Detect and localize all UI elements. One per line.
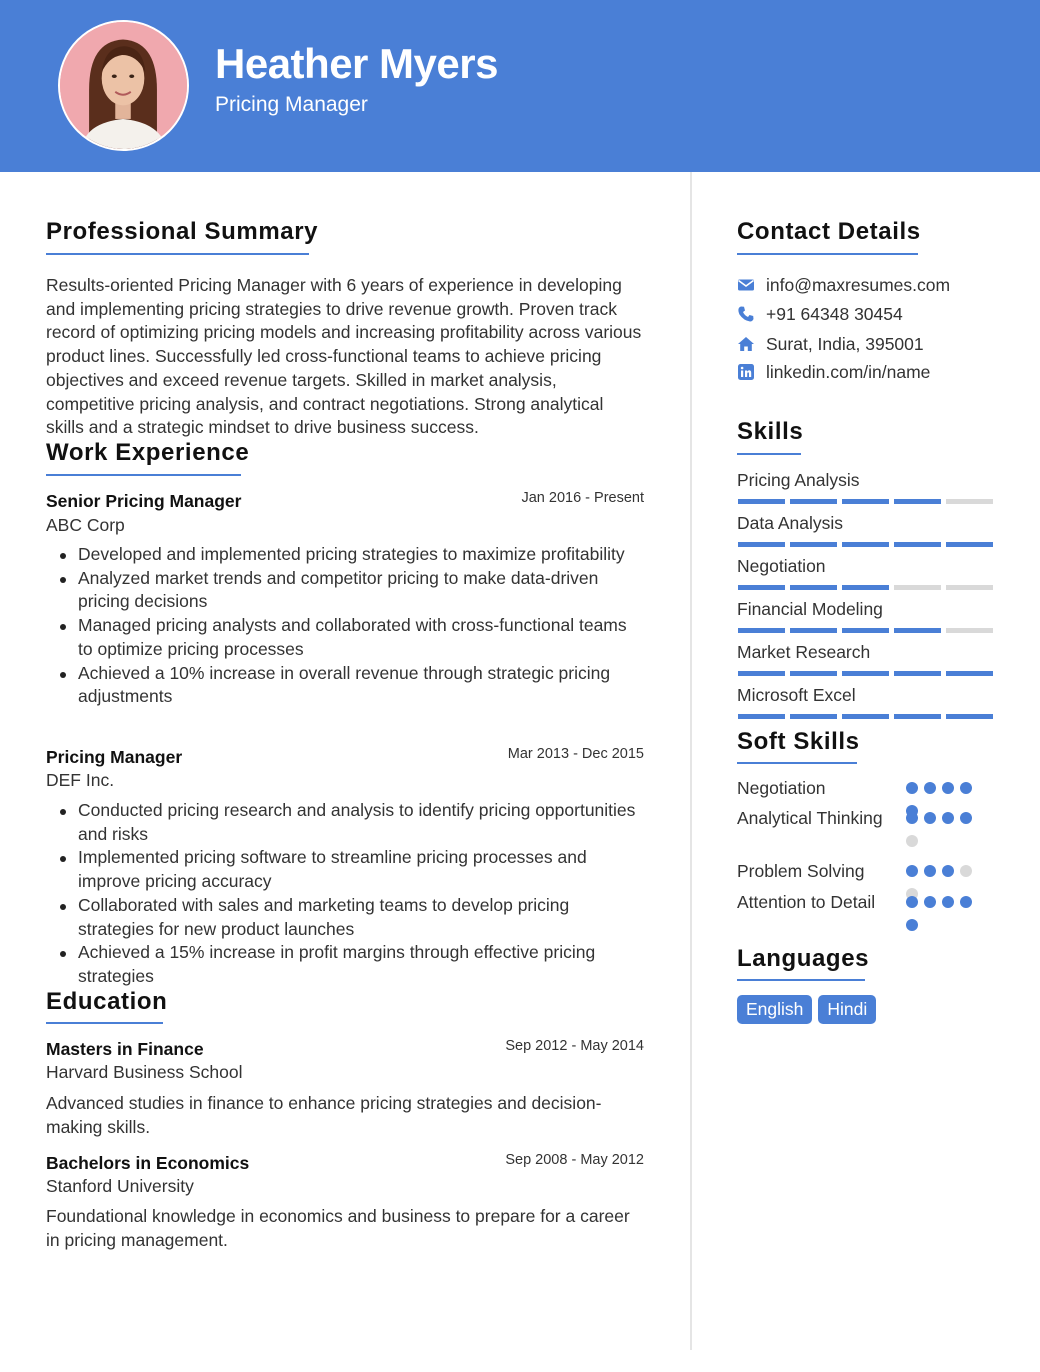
- skills-underline: [737, 453, 801, 455]
- skill-segment: [738, 542, 785, 547]
- profile-photo: [58, 20, 189, 151]
- skill-segment: [946, 671, 993, 676]
- rating-dot: [942, 812, 954, 824]
- languages-underline: [737, 979, 865, 981]
- rating-dot: [942, 865, 954, 877]
- rating-dot: [924, 896, 936, 908]
- skill-segment: [790, 714, 837, 719]
- skill-segment: [738, 714, 785, 719]
- candidate-title: Pricing Manager: [215, 93, 368, 116]
- soft-skill-rating: [906, 812, 978, 847]
- skill-segment: [894, 628, 941, 633]
- linkedin-value: linkedin.com/in/name: [766, 361, 931, 382]
- resume-header: [0, 0, 1040, 172]
- language-tag: English: [737, 995, 812, 1024]
- linkedin-icon: [737, 363, 755, 381]
- skill-name: Market Research: [737, 642, 871, 662]
- languages-heading: Languages: [737, 945, 870, 972]
- skill-segment: [790, 671, 837, 676]
- soft-skill-rating: [906, 896, 978, 931]
- summary-underline: [46, 253, 309, 255]
- contact-underline: [737, 253, 918, 255]
- skill-segment: [842, 628, 889, 633]
- rating-dot: [906, 812, 918, 824]
- skill-level-bar: [738, 714, 993, 719]
- skill-segment: [738, 499, 785, 504]
- candidate-name: Heather Myers: [215, 40, 498, 87]
- skill-segment: [842, 714, 889, 719]
- skill-segment: [842, 585, 889, 590]
- soft-skill-name: Analytical Thinking: [737, 808, 883, 828]
- skill-segment: [842, 499, 889, 504]
- soft-skill-name: Problem Solving: [737, 861, 865, 881]
- list-item: Achieved a 10% increase in overall revenue through strategic pricing adjustments: [46, 662, 646, 709]
- skill-segment: [842, 671, 889, 676]
- skill-segment: [946, 499, 993, 504]
- experience-underline: [46, 474, 241, 476]
- language-tags: [737, 995, 876, 1024]
- skill-segment: [946, 628, 993, 633]
- soft-skills-underline: [737, 762, 857, 764]
- job-date: Jan 2016 - Present: [521, 490, 644, 506]
- experience-heading: Work Experience: [46, 439, 250, 466]
- summary-heading: Professional Summary: [46, 218, 319, 245]
- school-name: Stanford University: [46, 1176, 194, 1196]
- portrait-illustration: [60, 22, 187, 149]
- contact-phone[interactable]: [737, 302, 903, 326]
- skill-segment: [738, 628, 785, 633]
- contact-email[interactable]: [737, 273, 950, 297]
- education-underline: [46, 1022, 163, 1024]
- list-item: Developed and implemented pricing strategies to maximize profitability: [46, 543, 646, 567]
- rating-dot: [924, 782, 936, 794]
- rating-dot: [924, 812, 936, 824]
- list-item: Collaborated with sales and marketing teams to develop pricing strategies for new product launches: [46, 894, 646, 941]
- skill-segment: [790, 542, 837, 547]
- job-bullets: [46, 543, 646, 709]
- skill-segment: [790, 585, 837, 590]
- home-icon: [737, 335, 755, 353]
- education-heading: Education: [46, 988, 168, 1015]
- list-item: Analyzed market trends and competitor pricing to make data-driven pricing decisions: [46, 567, 646, 614]
- phone-icon: [737, 305, 755, 323]
- rating-dot: [960, 782, 972, 794]
- skill-segment: [790, 628, 837, 633]
- contact-heading: Contact Details: [737, 218, 921, 245]
- skill-level-bar: [738, 499, 993, 504]
- education-description: Advanced studies in finance to enhance pricing strategies and decision-making skills.: [46, 1093, 602, 1137]
- skill-name: Pricing Analysis: [737, 470, 860, 490]
- skill-segment: [894, 714, 941, 719]
- address-value: Surat, India, 395001: [766, 333, 924, 354]
- skill-name: Financial Modeling: [737, 599, 883, 619]
- soft-skill-rating: [906, 865, 978, 900]
- skill-name: Negotiation: [737, 556, 826, 576]
- education-date: Sep 2012 - May 2014: [505, 1038, 644, 1054]
- skill-segment: [894, 585, 941, 590]
- rating-dot: [906, 896, 918, 908]
- phone-value: +91 64348 30454: [766, 303, 903, 324]
- skill-name: Microsoft Excel: [737, 685, 856, 705]
- job-title: Senior Pricing Manager: [46, 491, 242, 511]
- skill-level-bar: [738, 671, 993, 676]
- skill-segment: [894, 671, 941, 676]
- job-date: Mar 2013 - Dec 2015: [507, 746, 644, 762]
- envelope-icon: [737, 276, 755, 294]
- skill-segment: [790, 499, 837, 504]
- skill-segment: [842, 542, 889, 547]
- skill-segment: [894, 499, 941, 504]
- column-divider: [690, 172, 692, 1350]
- skill-name: Data Analysis: [737, 513, 844, 533]
- skill-segment: [738, 585, 785, 590]
- rating-dot: [960, 812, 972, 824]
- list-item: Achieved a 15% increase in profit margins through effective pricing strategies: [46, 941, 646, 988]
- language-tag: Hindi: [818, 995, 876, 1024]
- degree-title: Bachelors in Economics: [46, 1153, 250, 1173]
- rating-dot: [906, 919, 918, 931]
- soft-skill-name: Negotiation: [737, 778, 826, 798]
- contact-address: [737, 332, 924, 356]
- skill-level-bar: [738, 585, 993, 590]
- skills-heading: Skills: [737, 418, 804, 445]
- skill-segment: [946, 542, 993, 547]
- education-description: Foundational knowledge in economics and business to prepare for a career in pricing management.: [46, 1206, 630, 1250]
- degree-title: Masters in Finance: [46, 1039, 204, 1059]
- rating-dot: [906, 782, 918, 794]
- list-item: Conducted pricing research and analysis to identify pricing opportunities and risks: [46, 799, 646, 846]
- education-date: Sep 2008 - May 2012: [505, 1152, 644, 1168]
- rating-dot: [924, 865, 936, 877]
- skill-segment: [738, 671, 785, 676]
- school-name: Harvard Business School: [46, 1062, 243, 1082]
- skill-segment: [894, 542, 941, 547]
- rating-dot: [960, 865, 972, 877]
- rating-dot: [960, 896, 972, 908]
- soft-skills-heading: Soft Skills: [737, 728, 860, 755]
- email-value: info@maxresumes.com: [766, 274, 951, 295]
- rating-dot: [942, 782, 954, 794]
- job-company: ABC Corp: [46, 515, 125, 535]
- list-item: Managed pricing analysts and collaborated with cross-functional teams to optimize pricing processes: [46, 614, 646, 661]
- rating-dot: [942, 896, 954, 908]
- skill-segment: [946, 585, 993, 590]
- skill-segment: [946, 714, 993, 719]
- summary-text: Results-oriented Pricing Manager with 6 years of experience in developing and implementing pricing strategies to drive revenue growth. Proven track record of optimizing pricing models and increasing profitability across various product lines. Successfully led cross-functional teams to achieve pricing objectives and exceed revenue targets. Skilled in market analysis, competitive pricing analysis, and contract negotiations. Strong analytical skills and a strategic mindset to drive business success.: [46, 275, 642, 438]
- job-bullets: [46, 799, 646, 989]
- rating-dot: [906, 865, 918, 877]
- job-title: Pricing Manager: [46, 747, 183, 767]
- soft-skill-name: Attention to Detail: [737, 892, 876, 912]
- rating-dot: [906, 835, 918, 847]
- list-item: Implemented pricing software to streamline pricing processes and improve pricing accuracy: [46, 846, 646, 893]
- skill-level-bar: [738, 542, 993, 547]
- skill-level-bar: [738, 628, 993, 633]
- contact-linkedin[interactable]: [737, 360, 930, 384]
- job-company: DEF Inc.: [46, 770, 115, 790]
